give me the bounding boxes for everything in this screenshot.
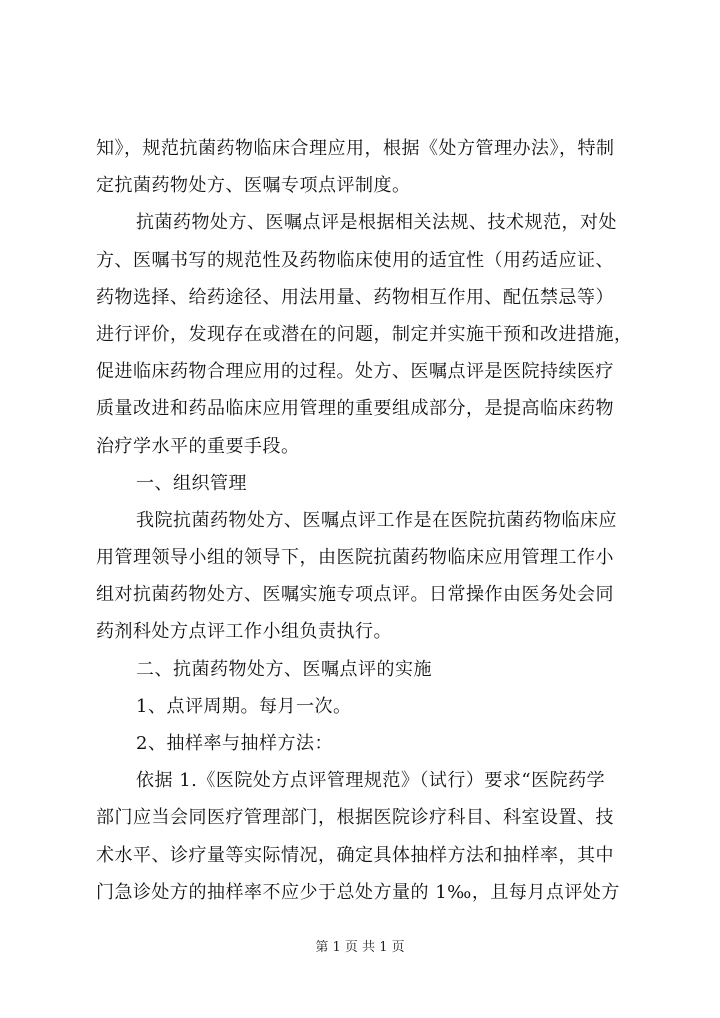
text-line: 门急诊处方的抽样率不应少于总处方量的 1‰，且每月点评处方: [96, 881, 620, 903]
document-body: [96, 130, 636, 911]
text-line: 治疗学水平的重要手段。: [96, 435, 300, 457]
text-line: 质量改进和药品临床应用管理的重要组成部分，是提高临床药物: [96, 398, 614, 420]
section-heading: 二、抗菌药物处方、医嘱点评的实施: [136, 658, 432, 680]
page-footer: 第 1 页 共 1 页: [315, 940, 405, 955]
list-item: 2、抽样率与抽样方法：: [136, 733, 333, 754]
text-line: 用管理领导小组的领导下，由医院抗菌药物临床应用管理工作小: [96, 547, 614, 569]
section-heading: 一、组织管理: [136, 472, 247, 494]
text-line: 部门应当会同医疗管理部门，根据医院诊疗科目、科室设置、技: [96, 807, 614, 829]
text-line: 方、医嘱书写的规范性及药物临床使用的适宜性（用药适应证、: [96, 249, 614, 271]
text-line: 药物选择、给药途径、用法用量、药物相互作用、配伍禁忌等）: [96, 286, 614, 308]
text-line: 抗菌药物处方、医嘱点评是根据相关法规、技术规范，对处: [136, 212, 617, 234]
text-line: 我院抗菌药物处方、医嘱点评工作是在医院抗菌药物临床应: [136, 509, 617, 531]
text-line: 药剂科处方点评工作小组负责执行。: [96, 621, 392, 643]
text-line: 知》，规范抗菌药物临床合理应用，根据《处方管理办法》，特制: [96, 138, 615, 159]
text-line: 组对抗菌药物处方、医嘱实施专项点评。日常操作由医务处会同: [96, 584, 614, 606]
text-line: 促进临床药物合理应用的过程。处方、医嘱点评是医院持续医疗: [96, 361, 614, 383]
text-line: 进行评价，发现存在或潜在的问题，制定并实施干预和改进措施，: [96, 323, 633, 345]
text-line: 术水平、诊疗量等实际情况，确定具体抽样方法和抽样率，其中: [96, 844, 614, 866]
text-line: 依据 1.《医院处方点评管理规范》（试行）要求“医院药学: [136, 770, 606, 792]
text-line: 定抗菌药物处方、医嘱专项点评制度。: [96, 175, 411, 197]
list-item: 1、点评周期。每月一次。: [136, 695, 352, 717]
